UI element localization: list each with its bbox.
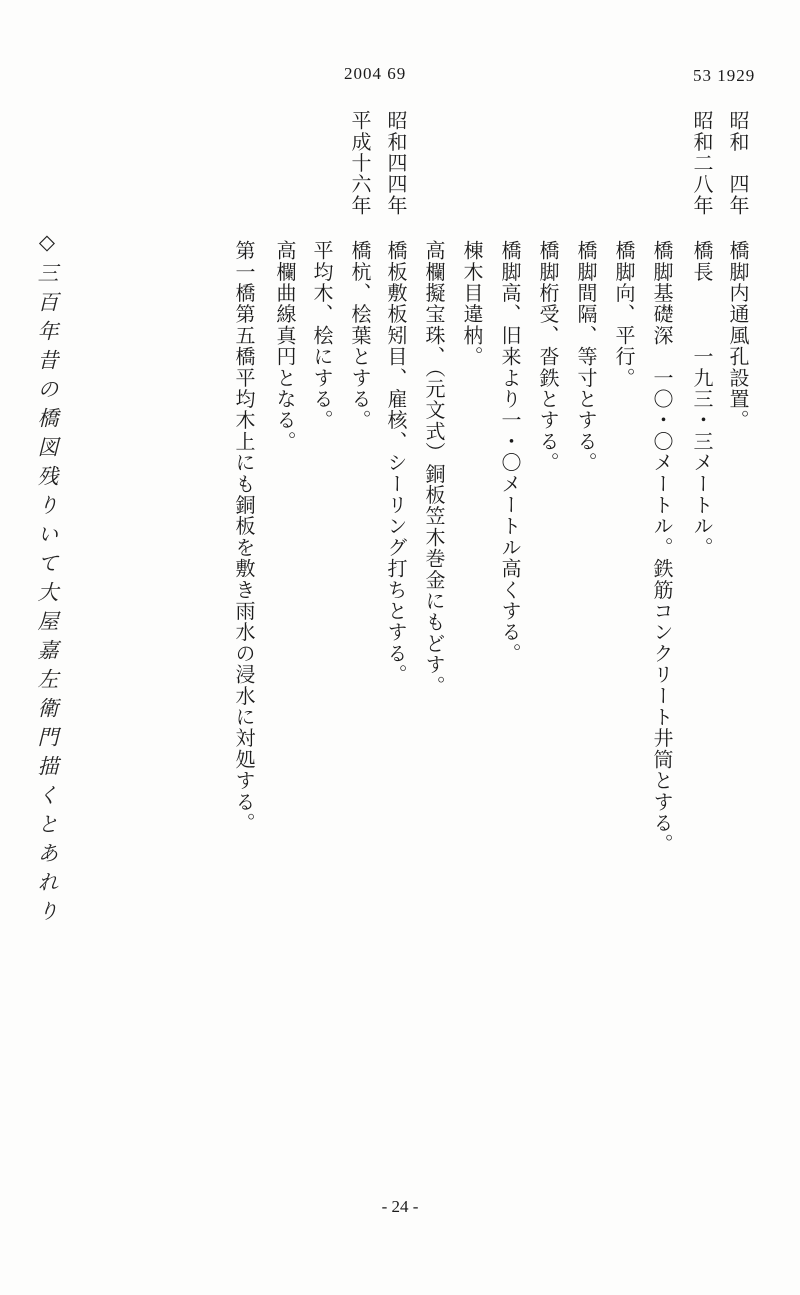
entry-balance-timber: 平均木、桧にする。 <box>310 240 334 431</box>
entry-pier-spacing: 橋脚間隔、等寸とする。 <box>574 240 598 474</box>
entry-railing-curve: 高欄曲線真円となる。 <box>273 240 297 452</box>
entry-bridge-piles: 橋杭、桧葉とする。 <box>348 240 372 431</box>
entry-pier-direction: 橋脚向、平行。 <box>612 240 636 389</box>
year-label-left: 2004 69 <box>344 64 407 83</box>
entry-vent-holes: 橋脚内通風孔設置。 <box>726 240 750 431</box>
era-header-showa-28: 昭和二八年 <box>690 110 714 216</box>
entry-copper-plate: 第一橋第五橋平均木上にも銅板を敷き雨水の浸水に対処する。 <box>232 240 256 834</box>
page-number: - 24 - <box>381 1197 419 1216</box>
era-header-showa-4: 昭和 四年 <box>726 110 750 216</box>
entry-railing-finial: 高欄擬宝珠、（元文式）銅板笠木巻金にもどす。 <box>422 240 446 697</box>
entry-deck-board-joints: 橋板敷板矧目、雇核、シーリング打ちとする。 <box>384 240 408 686</box>
entry-foundation-depth: 橋脚基礎深 一〇・〇メートル。鉄筋コンクリート井筒とする。 <box>650 240 674 855</box>
era-header-showa-44: 昭和四四年 <box>384 110 408 216</box>
entry-pier-beam-seat: 橋脚桁受、沓鉄とする。 <box>536 240 560 474</box>
entry-pier-height: 橋脚高、旧来より一・〇メートル高くする。 <box>498 240 522 664</box>
year-label-right: 53 1929 <box>693 66 756 85</box>
entry-ridge-tenon: 棟木目違枘。 <box>460 240 484 368</box>
era-header-heisei-16: 平成十六年 <box>348 110 372 216</box>
entry-bridge-length: 橋長 一九三・三メートル。 <box>690 240 714 558</box>
handwritten-note: ◇三百年昔の橋図残りいて大屋嘉左衛門描くとあれり <box>35 230 59 929</box>
